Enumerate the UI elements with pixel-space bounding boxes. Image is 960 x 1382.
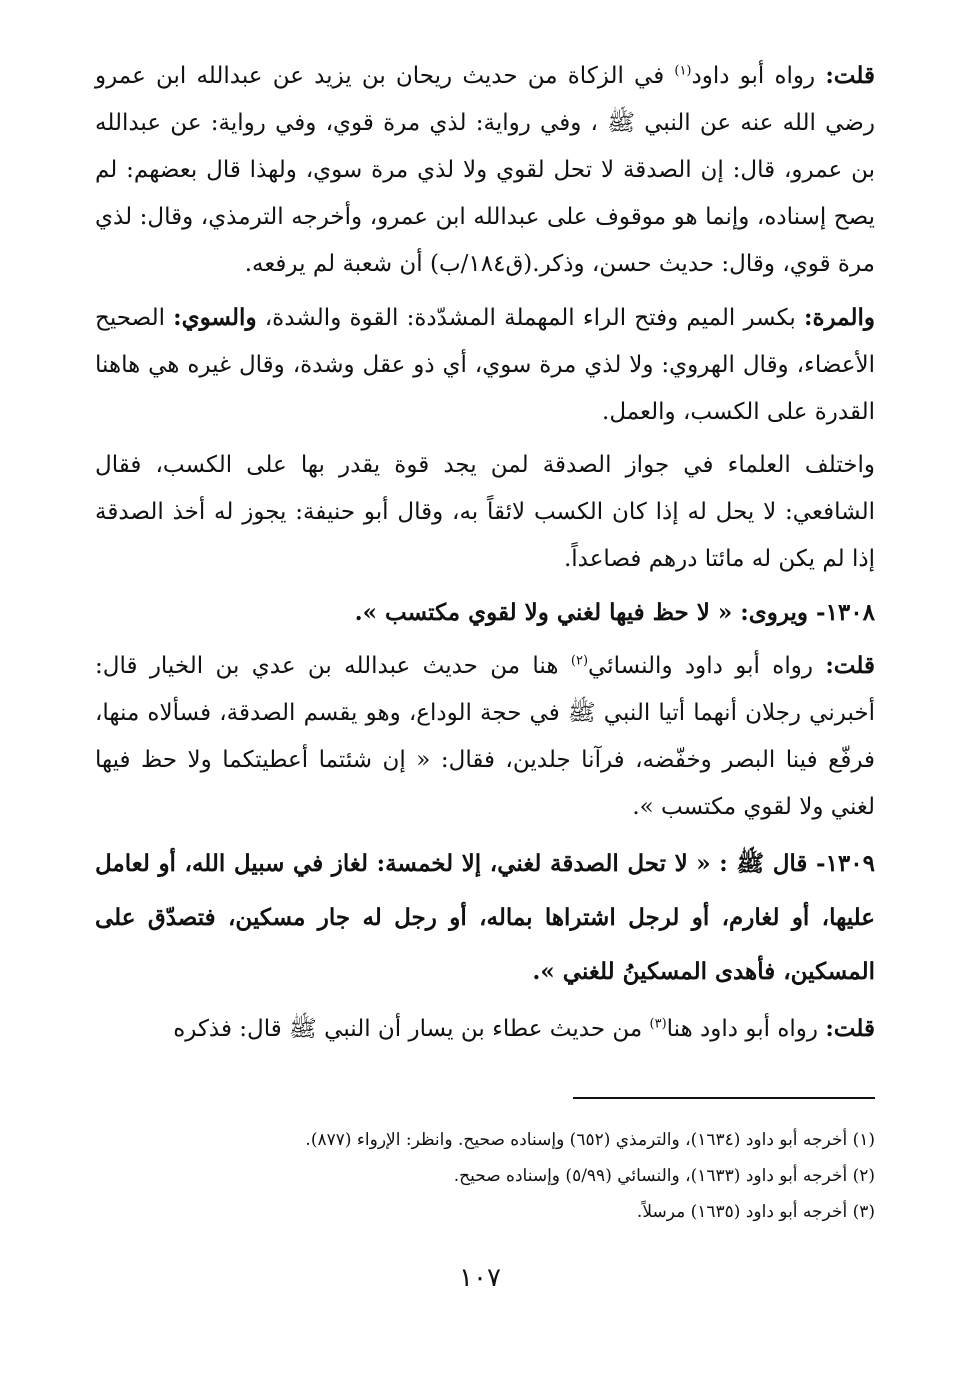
hadith-1309 bbox=[95, 837, 875, 999]
lead-word: قلت: bbox=[825, 1015, 875, 1042]
lead-word: قلت: bbox=[825, 62, 875, 89]
footnote-ref[interactable]: (١) bbox=[674, 63, 692, 79]
paragraph-text: واختلف العلماء في جواز الصدقة لمن يجد قوة يقدر بها على الكسب، فقال الشافعي: لا يحل له إذا كان الكسب لائقاً به، وقال أبو حنيفة: يجوز له أخذ الصدقة إذا لم يكن له مائتا درهم فصاعداً. bbox=[95, 452, 875, 572]
footnote-1: (١) أخرجه أبو داود (١٦٣٤)، والترمذي (٦٥٢) وإسناده صحيح. وانظر: الإرواء (٨٧٧). bbox=[305, 1130, 875, 1150]
paragraph-definition bbox=[95, 294, 875, 436]
paragraph-commentary-3 bbox=[95, 1005, 875, 1053]
lead-word: والمرة: bbox=[803, 304, 875, 331]
paragraph-text: رواه أبو داود bbox=[691, 63, 826, 89]
footnote-ref[interactable]: (٣) bbox=[649, 1016, 667, 1032]
hadith-1308 bbox=[95, 589, 875, 636]
paragraph-text: رواه أبو داود والنسائي bbox=[588, 653, 826, 679]
hadith-text: ١٣٠٨- ويروى: « لا حظ فيها لغني ولا لقوي مكتسب ». bbox=[354, 599, 875, 626]
footnote-3: (٣) أخرجه أبو داود (١٦٣٥) مرسلاً. bbox=[636, 1202, 875, 1222]
paragraph-text: رواه أبو داود هنا bbox=[666, 1016, 826, 1042]
paragraph-scholars bbox=[95, 442, 875, 583]
paragraph-text: بكسر الميم وفتح الراء المهملة المشدّدة: القوة والشدة، bbox=[256, 305, 804, 331]
footnotes bbox=[95, 1122, 875, 1230]
main-text bbox=[95, 52, 875, 1059]
footnote-divider bbox=[573, 1097, 875, 1099]
paragraph-commentary-2 bbox=[95, 642, 875, 831]
footnote-ref[interactable]: (٢) bbox=[570, 653, 589, 669]
lead-word: والسوي: bbox=[173, 304, 257, 331]
lead-word: قلت: bbox=[825, 652, 875, 679]
footnote-2: (٢) أخرجه أبو داود (١٦٣٣)، والنسائي (٥/٩٩) وإسناده صحيح. bbox=[453, 1166, 875, 1186]
paragraph-text: في الزكاة من حديث ريحان بن يزيد عن عبدالله ابن عمرو رضي الله عنه عن النبي ﷺ ، وفي رواية: لذي مرة قوي، وفي رواية: عن عبدالله بن عمرو، قال: إن الصدقة لا تحل لقوي ولا لذي مرة سوي، ولهذا قال بعضهم: لم يصح إسناده، وإنما هو موقوف على عبدالله ابن عمرو، وأخرجه الترمذي، وقال: لذي مرة قوي، وقال: حديث حسن، وذكر.(ق١٨٤/ب) أن شعبة لم يرفعه. bbox=[95, 63, 875, 277]
hadith-text: ١٣٠٩- قال ﷺ : « لا تحل الصدقة لغني، إلا لخمسة: لغاز في سبيل الله، أو لعامل عليها، أو لغارم، أو لرجل اشتراها بماله، أو رجل له جار مسكين، فتصدّق على المسكين، فأهدى المسكينُ للغني ». bbox=[95, 850, 875, 985]
paragraph-text: الصحيح الأعضاء، وقال الهروي: ولا لذي مرة سوي، أي ذو عقل وشدة، وقال غيره هي هاهنا القدرة على الكسب، والعمل. bbox=[95, 305, 875, 425]
paragraph-text: هنا من حديث عبدالله بن عدي بن الخيار قال: أخبرني رجلان أنهما أتيا النبي ﷺ في حجة الوداع، وهو يقسم الصدقة، فسألاه منها، فرفّع فينا البصر وخفّضه، فرآنا جلدين، فقال: « إن شئتما أعطيتكما ولا حظ فيها لغني ولا لقوي مكتسب ». bbox=[95, 653, 875, 820]
paragraph-commentary-1 bbox=[95, 52, 875, 288]
paragraph-text: من حديث عطاء بن يسار أن النبي ﷺ قال: فذكره bbox=[173, 1016, 650, 1042]
page-number: ١٠٧ bbox=[459, 1263, 501, 1293]
